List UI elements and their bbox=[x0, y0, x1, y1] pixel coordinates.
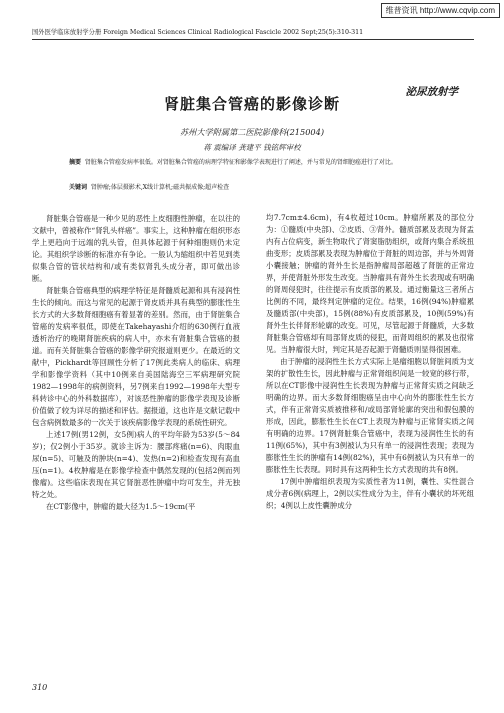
journal-header: 国外医学临床放射学分册 Foreign Medical Sciences Clinical Radiological Fascicle 2002 Sept;25(5):310-311 bbox=[32, 27, 474, 40]
abstract-text: 肾脏集合管癌发病率很低。对肾脏集合管癌的病理学特征和影像学表现进行了阐述，并与常见的肾细胞癌进行了对比。 bbox=[84, 159, 397, 166]
left-column bbox=[32, 213, 240, 513]
article-title: 肾脏集合管癌的影像诊断 bbox=[163, 95, 340, 113]
keywords bbox=[69, 182, 445, 191]
body-paragraph: 上述17例(男12例，女5例)病人的平均年龄为53岁(5～84岁)；仅2例小于35岁。就诊主诉为：腰部疼痛(n=6)、肉眼血尿(n=5)、可触及的肿块(n=4)、发热(n=2)和检查发现有高血压(n=1)。4枚肿瘤是在影像学检查中偶然发现的(包括2例而列像瘤)。这些临床表现在其它肾脏恶性肿瘤中均可发生，并无独特之处。 bbox=[32, 430, 240, 499]
body-paragraph: 在CT影像中，肿瘤的最大径为1.5～19cm(平 bbox=[46, 502, 196, 511]
keywords-label: 关键词 bbox=[69, 184, 88, 191]
abstract bbox=[69, 158, 445, 168]
affiliation: 苏州大学附属第二医院影像科(215004) bbox=[179, 127, 325, 137]
right-column bbox=[266, 212, 474, 512]
section-tag: 泌尿放射学 bbox=[405, 86, 458, 98]
keywords-text: 肾肿瘤;体层摄影术,X线计算机;磁共振成像;超声检查 bbox=[90, 184, 230, 191]
body-paragraph: 均7.7cm±4.6cm)，有4枚超过10cm。肿瘤所累及的部位分为：①髓质(中央部)、②皮质、③肾外。髓质部累及表现为肾盂内有占位病变，新生物取代了肾窦脂肪组织，或肾内集合系统扭曲变形；皮质部累及表现为肿瘤位于肾脏的周边部，并与外周肾小囊接触；肿瘤的肾外生长是指肿瘤局部超越了肾脏的正常边界，并使肾脏外形发生改变。当肿瘤具有肾外生长表现或有明确的肾周侵犯时，往往提示有皮质部的累及。通过衡量这三者所占比例的不同，最终判定肿瘤的定位。结果，16例(94%)肿瘤累及髓质部(中央部)，15例(88%)有皮质部累及，10例(59%)有肾外生长伴肾形轮廓的改变。可见，尽管起源于肾髓质，大多数肾脏集合管癌却有局部肾皮质的侵犯，而肾周组织的累及也很常见。当肿瘤很大时，判定其是否起源于肾髓质则显得很困难。 bbox=[266, 213, 474, 354]
body-paragraph: 肾脏集合管癌是一种少见的恶性上皮细胞性肿瘤，在以往的文献中，曾被称作“肾乳头样癌”。事实上，这种肿瘤在组织形态学上更趋向于远端的乳头管，但具体起源于何种细胞则仍未定论。其组织学诊断的标准亦有争论。一般认为缩组织中若见到类似集合管的管状结构和/或有类似肾乳头成分者，即可做出诊断。 bbox=[32, 214, 240, 283]
page-number: 310 bbox=[32, 683, 48, 692]
body-paragraph: 由于肿瘤的浸润性生长方式实际上是瘤细胞以肾脏间质为支架的扩散性生长，因此肿瘤与正常肾组织间是一较宽的移行带，所以在CT影像中浸润性生长表现为肿瘤与正常肾实质之间缺乏明确的边界。而大多数肾细胞癌呈由中心向外的膨胀性生长方式，伴有正常肾实质被推移和/或局部肾轮廓的突出和假包膜的形成，因此，膨胀性生长在CT上表现为肿瘤与正常肾实质之间有明确的边界。17例肾脏集合管癌中，表现为浸润性生长的有11例(65%)，其中有3例被认为只有单一的浸润性表现；表现为膨胀性生长的肿瘤有14例(82%)，其中有6例被认为只有单一的膨胀性生长表现。同时具有这两种生长方式表现的共有8例。 bbox=[266, 357, 474, 474]
watermark-badge: 维普资讯 http://www.cqvip.com bbox=[381, 3, 500, 18]
abstract-label: 摘要 bbox=[69, 159, 82, 166]
body-paragraph: 17例中肿瘤组织表现为实质性者为11例，囊性、实性混合成分者6例(病理上，2例以实性成分为主，伴有小囊状的坏死组织；4例以上皮性囊肿成分 bbox=[266, 477, 474, 510]
body-paragraph: 肾脏集合管癌典型的病理学特征是肾髓质起源和具有浸润性生长的倾向。而这与常见的起源于肾皮质并具有典型的膨胀性生长方式的大多数肾细胞癌有着显著的差别。然而，由于肾脏集合管癌的发病率很低，即使在Takehayashi介绍的630例行血液透析治疗的晚期肾脏疾病的病人中，亦未有肾脏集合管癌的报道。而有关肾脏集合管癌的影像学研究报道则更少。在最近的文献中，Pickhardt等回顾性分析了17例此类病人的临床、病理学和影像学资料（其中10例来自美国陆海空三军病理研究院1982—1998年的病例资料，另7例来自1992—1998年大型专科转诊中心的外科数据库），对该恶性肿瘤的影像学表现及诊断价值做了较为详尽的描述和评估。据报道，这也许是文献记载中包含病例数最多的一次关于该疾病影像学表现的系统性研究。 bbox=[32, 286, 240, 427]
authors: 蒋 震编译 龚建平 钱铭辉审校 bbox=[203, 143, 301, 152]
